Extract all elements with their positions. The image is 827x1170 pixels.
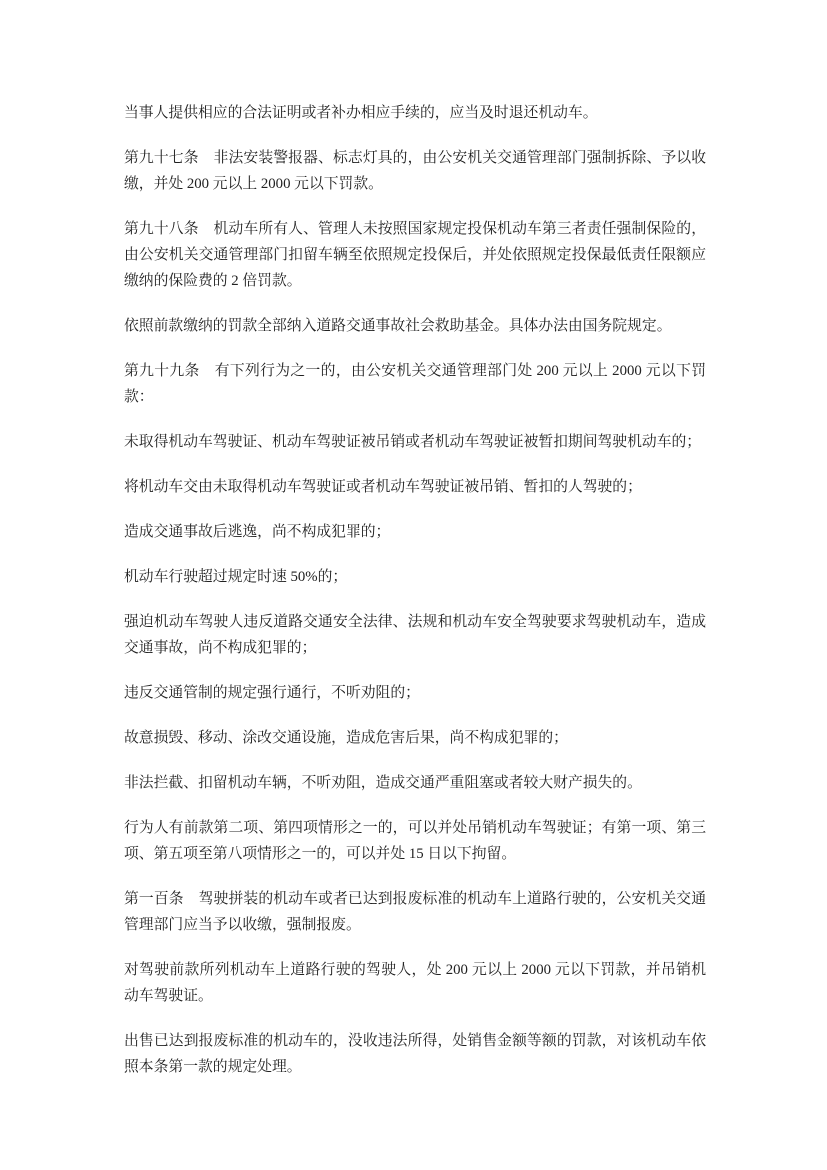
paragraph-list-item: 强迫机动车驾驶人违反道路交通安全法律、法规和机动车安全驾驶要求驾驶机动车，造成交通事故，尚不构成犯罪的； <box>124 614 706 656</box>
paragraph: 出售已达到报废标准的机动车的，没收违法所得，处销售金额等额的罚款，对该机动车依照本条第一款的规定处理。 <box>124 1033 706 1075</box>
paragraph: 对驾驶前款所列机动车上道路行驶的驾驶人，处 200 元以上 2000 元以下罚款，并吊销机动车驾驶证。 <box>124 962 706 1004</box>
paragraph-list-item: 非法拦截、扣留机动车辆，不听劝阻，造成交通严重阻塞或者较大财产损失的。 <box>124 775 642 791</box>
paragraph-list-item: 造成交通事故后逃逸，尚不构成犯罪的； <box>124 524 391 540</box>
paragraph-list-item: 将机动车交由未取得机动车驾驶证或者机动车驾驶证被吊销、暂扣的人驾驶的； <box>124 479 642 495</box>
paragraph-list-item: 未取得机动车驾驶证、机动车驾驶证被吊销或者机动车驾驶证被暂扣期间驾驶机动车的； <box>124 434 702 450</box>
paragraph-article-97: 第九十七条 非法安装警报器、标志灯具的，由公安机关交通管理部门强制拆除、予以收缴，并处 200 元以上 2000 元以下罚款。 <box>124 150 706 192</box>
paragraph-list-item: 故意损毁、移动、涂改交通设施，造成危害后果，尚不构成犯罪的； <box>124 730 568 746</box>
paragraph: 当事人提供相应的合法证明或者补办相应手续的，应当及时退还机动车。 <box>124 105 598 121</box>
paragraph-article-100: 第一百条 驾驶拼装的机动车或者已达到报废标准的机动车上道路行驶的，公安机关交通管理部门应当予以收缴，强制报废。 <box>124 891 706 933</box>
paragraph-article-99: 第九十九条 有下列行为之一的，由公安机关交通管理部门处 200 元以上 2000 元以下罚款： <box>124 363 706 405</box>
paragraph-list-item: 违反交通管制的规定强行通行，不听劝阻的； <box>124 685 420 701</box>
paragraph: 行为人有前款第二项、第四项情形之一的，可以并处吊销机动车驾驶证；有第一项、第三项、第五项至第八项情形之一的，可以并处 15 日以下拘留。 <box>124 820 706 862</box>
document-content <box>124 100 706 1099</box>
paragraph-article-98: 第九十八条 机动车所有人、管理人未按照国家规定投保机动车第三者责任强制保险的，由公安机关交通管理部门扣留车辆至依照规定投保后，并处依照规定投保最低责任限额应缴纳的保险费的 2 倍罚款。 <box>124 221 706 289</box>
paragraph-list-item: 机动车行驶超过规定时速 50%的； <box>124 569 348 585</box>
paragraph: 依照前款缴纳的罚款全部纳入道路交通事故社会救助基金。具体办法由国务院规定。 <box>124 318 672 334</box>
